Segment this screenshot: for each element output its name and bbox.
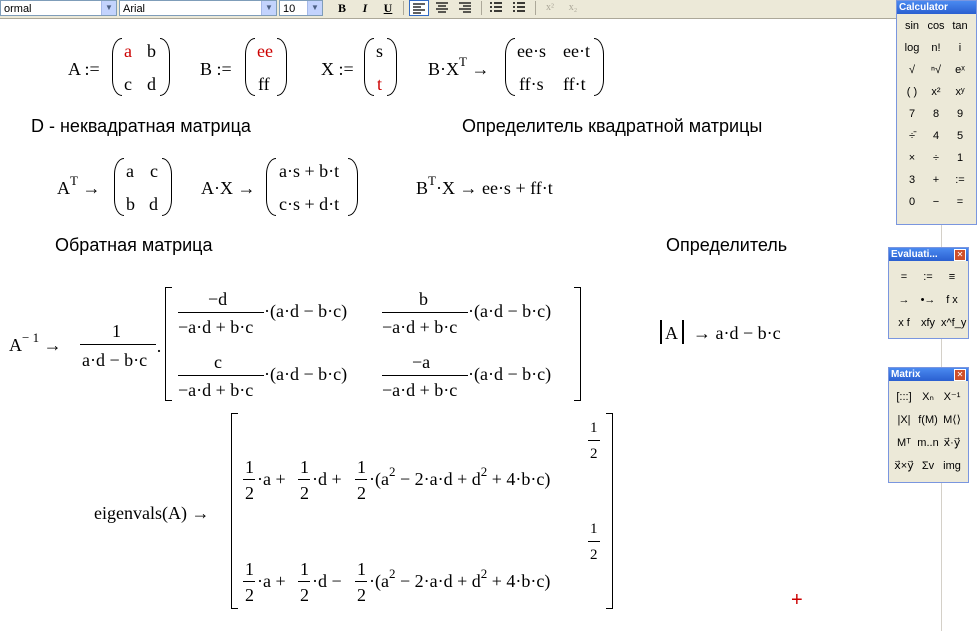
matrix-key[interactable]: x⃗·y⃗ — [943, 437, 961, 449]
fraction-line — [588, 440, 600, 441]
eval-key[interactable]: → — [898, 294, 910, 306]
vector-x-cell[interactable]: s — [376, 41, 384, 61]
calc-key[interactable]: n! — [931, 42, 941, 54]
heading-det-square: Определитель квадратной матрицы — [462, 116, 763, 136]
calc-key[interactable]: 5 — [956, 130, 964, 142]
matrix-key[interactable]: f(M) — [918, 414, 938, 426]
inv-cell-denominator: −a·d + b·c — [178, 317, 254, 337]
half-num: 1 — [245, 559, 254, 579]
inv-cell-numerator: b — [419, 289, 428, 309]
fraction-line — [243, 479, 255, 480]
calc-key[interactable]: i — [958, 42, 962, 54]
matrix-a-cell[interactable]: a — [124, 41, 132, 61]
calc-key[interactable]: − — [932, 196, 940, 208]
eig-inner: $\cdot(a^2 - 2\cdot a\cdot d + d^2 + 4\cdot b\cdot c)$ — [369, 566, 551, 591]
exp-half-num: 1 — [590, 420, 598, 436]
matrix-b-cell[interactable]: ee — [257, 41, 273, 61]
exp-half-den: 2 — [590, 446, 598, 462]
fraction-line — [178, 375, 264, 376]
paren-left — [505, 38, 515, 96]
calc-key[interactable]: eˣ — [955, 64, 965, 76]
calc-key[interactable]: tan — [952, 20, 968, 32]
bxt-cell: ff·t — [563, 74, 586, 94]
fraction-line — [382, 375, 468, 376]
matrix-key[interactable]: [:::] — [896, 391, 912, 403]
chevron-down-icon[interactable]: ▼ — [261, 1, 276, 15]
matrix-key[interactable]: |X| — [897, 414, 911, 426]
calc-key[interactable]: := — [955, 174, 965, 186]
calc-key[interactable]: x² — [931, 86, 941, 98]
bullet-list-button[interactable] — [486, 0, 506, 16]
at-cell: d — [149, 194, 158, 214]
ax-cell: c·s + d·t — [279, 194, 340, 214]
calc-key[interactable]: 7 — [908, 108, 916, 120]
size-combo[interactable] — [279, 0, 323, 16]
numbered-list-button[interactable] — [509, 0, 529, 16]
matrix-key[interactable]: img — [943, 460, 961, 472]
paren-left — [364, 38, 374, 96]
calc-key[interactable]: √ — [908, 64, 916, 76]
align-center-button[interactable] — [432, 0, 452, 16]
style-value: ormal — [4, 3, 32, 15]
eval-key[interactable]: xfy — [920, 317, 936, 329]
bracket-right — [606, 413, 613, 609]
ax-cell: a·s + b·t — [279, 161, 340, 181]
evaluation-panel — [888, 247, 969, 339]
bxt-cell: ee·t — [563, 41, 590, 61]
eig-inner: $\cdot(a^2 - 2\cdot a\cdot d + d^2 + 4\cdot b\cdot c)$ — [369, 464, 551, 489]
paren-right — [594, 38, 604, 96]
inv-cell-numerator: c — [214, 352, 222, 372]
chevron-down-icon[interactable]: ▼ — [307, 1, 322, 15]
fraction-line — [298, 479, 310, 480]
bullet-list-icon — [489, 2, 503, 14]
eval-key[interactable]: ≡ — [948, 271, 956, 283]
bracket-left — [231, 413, 238, 609]
at-cell: c — [150, 161, 158, 181]
calc-key[interactable]: + — [932, 174, 940, 186]
ainv-label: $A^{- 1}$ → — [9, 330, 62, 355]
calc-key[interactable]: 4 — [932, 130, 940, 142]
fraction-line — [355, 479, 367, 480]
fraction-line — [80, 344, 156, 345]
calc-key[interactable]: log — [904, 42, 920, 54]
calc-key[interactable]: ⁿ√ — [930, 64, 942, 76]
calc-key[interactable]: ÷ — [932, 152, 940, 164]
eigenvals-label: eigenvals(A) → — [94, 503, 210, 523]
font-combo[interactable] — [119, 0, 277, 16]
align-center-icon — [435, 2, 449, 14]
inv-cell-denominator: −a·d + b·c — [178, 380, 254, 400]
fraction-line — [382, 312, 468, 313]
toolbar-separator — [481, 1, 482, 15]
heading-determinant: Определитель — [666, 235, 788, 255]
btx-expression: $B^T\cdot X \to ee\cdot s + ff\cdot t$ — [416, 173, 553, 198]
evaluation-title: Evaluati... — [889, 248, 968, 261]
inv-numerator: 1 — [112, 321, 121, 341]
inv-cell-denominator: −a·d + b·c — [382, 380, 458, 400]
half-den: 2 — [245, 585, 254, 605]
matrix-a-cell[interactable]: c — [124, 74, 132, 94]
abs-bar-right — [682, 320, 684, 344]
align-right-icon — [458, 2, 472, 14]
a-definition-label: A := — [68, 59, 100, 79]
eval-key[interactable]: = — [900, 271, 908, 283]
bold-button[interactable]: B — [337, 1, 346, 15]
fraction-line — [298, 581, 310, 582]
numbered-list-icon — [512, 2, 526, 14]
half-den: 2 — [357, 483, 366, 503]
calc-key[interactable]: 9 — [956, 108, 964, 120]
calc-key[interactable]: 0 — [908, 196, 916, 208]
eig-term: ·d − — [312, 571, 342, 591]
close-icon[interactable]: ✕ — [954, 369, 966, 381]
calc-key[interactable]: 3 — [908, 174, 916, 186]
paren-left — [266, 158, 276, 216]
paren-right — [387, 38, 397, 96]
matrix-panel — [888, 367, 969, 483]
align-right-button[interactable] — [455, 0, 475, 16]
inv-cell-tail: ·(a·d − b·c) — [264, 364, 348, 384]
bxt-cell: ee·s — [517, 41, 546, 61]
eval-key[interactable]: x^f_y — [941, 317, 967, 329]
calculator-title: Calculator — [897, 1, 976, 14]
vector-x-cell[interactable]: t — [377, 74, 383, 94]
style-combo[interactable] — [0, 0, 117, 16]
heading-nonsquare: D - неквадратная матрица — [31, 116, 251, 136]
half-den: 2 — [300, 483, 309, 503]
matrix-key[interactable]: x⃗×y⃗ — [894, 460, 914, 472]
half-den: 2 — [357, 585, 366, 605]
calc-key[interactable]: ÷̄ — [908, 130, 916, 142]
matrix-a-cell[interactable]: d — [147, 74, 156, 94]
half-den: 2 — [245, 483, 254, 503]
at-cell: a — [126, 161, 134, 181]
exp-half-num: 1 — [590, 521, 598, 537]
matrix-key[interactable]: X⁻¹ — [943, 391, 961, 403]
at-label: $A^T$ → — [57, 173, 101, 198]
fraction-line — [588, 541, 600, 542]
inv-cell-tail: ·(a·d − b·c) — [264, 301, 348, 321]
matrix-key[interactable]: Mᵀ — [897, 437, 911, 449]
fraction-line — [243, 581, 255, 582]
matrix-title: Matrix — [889, 368, 968, 381]
paren-left — [114, 158, 124, 216]
inv-cell-denominator: −a·d + b·c — [382, 317, 458, 337]
bxt-label: $B\cdot X^T$ → — [428, 54, 490, 79]
det-result: → a·d − b·c — [693, 323, 781, 343]
b-definition-label: B := — [200, 59, 232, 79]
calc-key[interactable]: × — [908, 152, 916, 164]
bxt-cell: ff·s — [519, 74, 544, 94]
paren-right — [348, 158, 358, 216]
det-a: A — [665, 323, 678, 343]
half-num: 1 — [357, 457, 366, 477]
at-cell: b — [126, 194, 135, 214]
matrix-b-cell[interactable]: ff — [258, 74, 270, 94]
calc-key[interactable]: sin — [904, 20, 920, 32]
paren-right — [160, 38, 170, 96]
toolbar-separator — [535, 1, 536, 15]
eval-key[interactable]: •→ — [920, 294, 936, 306]
half-den: 2 — [300, 585, 309, 605]
inv-cell-numerator: −a — [412, 352, 431, 372]
matrix-key[interactable]: M⟨⟩ — [943, 414, 961, 426]
half-num: 1 — [300, 457, 309, 477]
matrix-key[interactable]: Σv — [921, 460, 935, 472]
calc-key[interactable]: = — [956, 196, 964, 208]
dot-operator: · — [156, 341, 162, 361]
align-left-icon — [412, 3, 426, 15]
fraction-line — [178, 312, 264, 313]
inv-cell-tail: ·(a·d − b·c) — [468, 364, 552, 384]
inv-denominator: a·d − b·c — [82, 350, 148, 370]
paren-right — [277, 38, 287, 96]
align-left-button[interactable] — [409, 0, 429, 16]
eval-key[interactable]: x f — [898, 317, 910, 329]
half-num: 1 — [300, 559, 309, 579]
close-icon[interactable]: ✕ — [954, 249, 966, 261]
matrix-key[interactable]: Xₙ — [922, 391, 934, 403]
fraction-line — [355, 581, 367, 582]
eig-term: ·a + — [257, 469, 286, 489]
matrix-key[interactable]: m..n — [917, 437, 939, 449]
inv-cell-numerator: −d — [208, 289, 228, 309]
heading-inverse: Обратная матрица — [55, 235, 213, 255]
paren-left — [245, 38, 255, 96]
exp-half-den: 2 — [590, 547, 598, 563]
inv-cell-tail: ·(a·d − b·c) — [468, 301, 552, 321]
calc-key[interactable]: 8 — [932, 108, 940, 120]
calc-key[interactable]: cos — [927, 20, 945, 32]
abs-bar-left — [660, 320, 662, 344]
ax-label: A·X → — [201, 178, 256, 198]
matrix-a-cell[interactable]: b — [147, 41, 156, 61]
calc-key[interactable]: ( ) — [906, 86, 918, 98]
formatting-toolbar — [0, 0, 900, 19]
eval-key[interactable]: f x — [946, 294, 958, 306]
bracket-left — [165, 287, 172, 401]
eig-term: ·d + — [312, 469, 342, 489]
toolbar-separator — [403, 1, 404, 15]
bracket-right — [574, 287, 581, 401]
superscript-button[interactable]: x² — [546, 2, 554, 13]
paren-left — [112, 38, 122, 96]
subscript-button[interactable]: x₂ — [568, 2, 578, 13]
eval-key[interactable]: := — [923, 271, 933, 283]
calculator-panel — [896, 0, 977, 225]
x-definition-label: X := — [321, 59, 354, 79]
chevron-down-icon[interactable]: ▼ — [101, 1, 116, 15]
italic-button[interactable]: I — [362, 1, 368, 15]
half-num: 1 — [357, 559, 366, 579]
underline-button[interactable]: U — [383, 1, 393, 15]
crosshair-cursor: + — [791, 589, 803, 611]
font-value: Arial — [123, 3, 146, 15]
calc-key[interactable]: xʸ — [955, 86, 965, 98]
half-num: 1 — [245, 457, 254, 477]
size-value: 10 — [283, 3, 296, 15]
paren-right — [162, 158, 172, 216]
calc-key[interactable]: 1 — [956, 152, 964, 164]
eig-term: ·a + — [257, 571, 286, 591]
